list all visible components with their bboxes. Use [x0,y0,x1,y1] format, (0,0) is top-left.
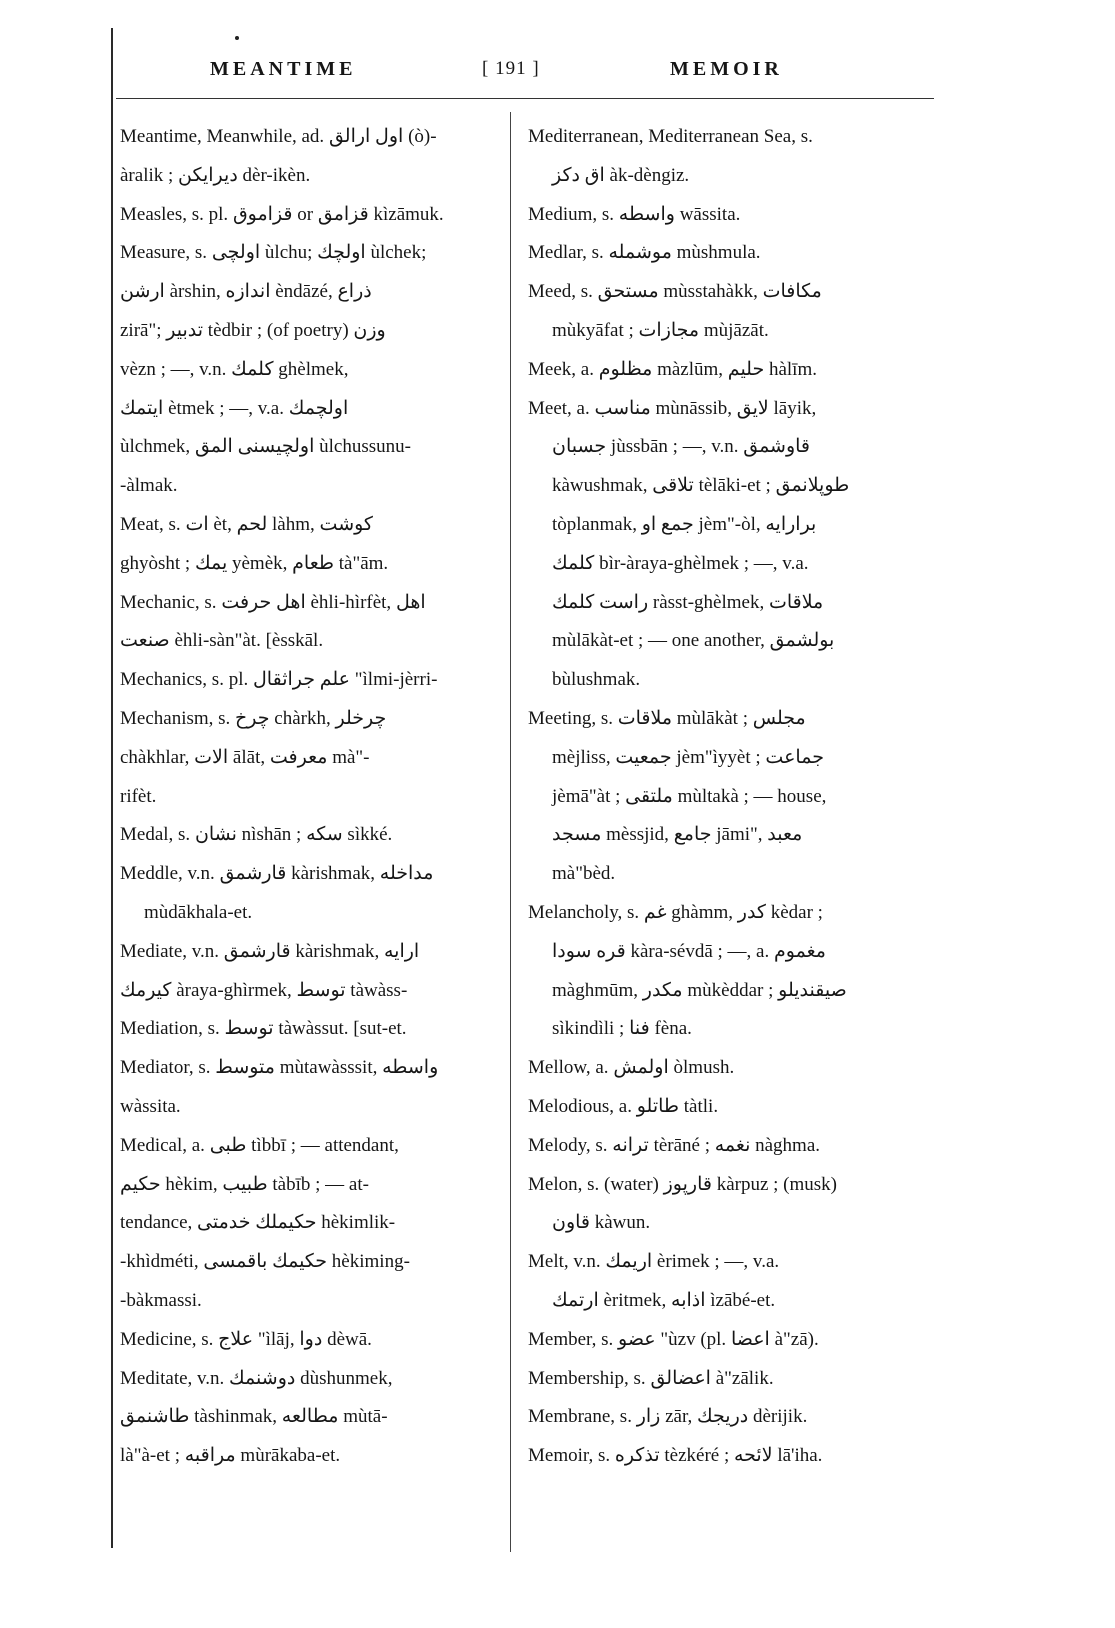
entry-line: là"à-et ; مراقبه mùrākaba-et. [120,1445,341,1467]
entry-line: tòplanmak, جمع او jèm"-òl, برارايه [552,513,817,535]
entry-line: kàwushmak, تلاقى tèlāki-et ; طوپلانمق [552,475,850,497]
entry-line: tendance, حكيملك خدمتى hèkimlik- [120,1212,396,1234]
entry-line: -khìdméti, حكيمك باقمسى hèkiming- [120,1251,410,1273]
entry-line: قره سودا kàra-sévdā ; —, a. مغموم [552,940,826,962]
right-column [528,118,938,1476]
running-header [200,58,820,86]
entry-line: Meeting, s. ملاقات mùlākàt ; مجلس [528,707,806,729]
entry-line: àralik ; ديرايكن dèr-ikèn. [120,164,311,186]
column-divider [510,112,511,1552]
entry-line: Meat, s. ات èt, لحم làhm, كوشت [120,513,373,535]
left-column [120,118,502,1476]
header-last-word: MEMOIR [670,58,783,80]
entry-line: قاون kàwun. [552,1212,651,1234]
entry-line: Melon, s. (water) قارپوز kàrpuz ; (musk) [528,1173,837,1195]
entry-line: màghmūm, مكدر mùkèddar ; صيقنديلو [552,979,847,1001]
entry-line: zirā"; تدبير tèdbir ; (of poetry) وزن [120,319,386,341]
entry-line: Measles, s. pl. قزاموق or قزامق kìzāmuk. [120,203,444,225]
entry-line: طاشنمق tàshinmak, مطالعه mùtā- [120,1406,388,1428]
entry-line: Meed, s. مستحق mùsstahàkk, مكافات [528,281,822,303]
entry-line: Melt, v.n. اريمك èrimek ; —, v.a. [528,1251,780,1273]
entry-line: Melancholy, s. غم ghàmm, كدر kèdar ; [528,901,823,923]
entry-line: mèjliss, جمعيت jèm"ìyyèt ; جماعت [552,746,824,768]
entry-line: Mediator, s. متوسط mùtawàsssit, واسطه [120,1057,439,1079]
entry-line: vèzn ; —, v.n. كلمك ghèlmek, [120,358,349,380]
entry-line: ùlchmek, اولچيسنى المق ùlchussunu- [120,436,411,458]
entry-line: Meddle, v.n. قارشمق kàrishmak, مداخله [120,863,434,885]
entry-line: حكيم hèkim, طبيب tàbīb ; — at- [120,1173,369,1195]
entry-line: Medical, a. طبى tìbbī ; — attendant, [120,1134,399,1156]
entry-line: mà"bèd. [552,863,616,885]
entry-line: اق دكز àk-dèngiz. [552,164,690,186]
entry-line: كلمك bìr-àraya-ghèlmek ; —, v.a. [552,552,809,574]
entry-line: راست كلمك ràsst-ghèlmek, ملاقات [552,591,824,613]
entry-line: Medicine, s. علاج "ìlāj, دوا dèwā. [120,1328,372,1350]
header-first-word: MEANTIME [210,58,357,80]
entry-line: Meditate, v.n. دوشنمك dùshunmek, [120,1367,393,1389]
entry-line: Mediation, s. توسط tàwàssut. [sut-et. [120,1018,407,1040]
entry-line: ghyòsht ; يمك yèmèk, طعام tà"ām. [120,552,389,574]
entry-line: jèmā"àt ; ملتقى mùltakà ; — house, [552,785,827,807]
entry-line: Medlar, s. موشمله mùshmula. [528,242,761,264]
entry-line: mùdākhala-et. [144,901,253,923]
entry-line: Mediate, v.n. قارشمق kàrishmak, ارايه [120,940,420,962]
entry-line: Membership, s. اعضالق à"zālik. [528,1367,774,1389]
entry-line: Mechanic, s. اهل حرفت èhli-hìrfèt, اهل [120,591,426,613]
page-number: [ 191 ] [482,58,540,79]
entry-line: Melody, s. ترانه tèrāné ; نغمه nàghma. [528,1134,821,1156]
entry-line: Medal, s. نشان nìshān ; سكه sìkké. [120,824,393,846]
entry-line: ارشن àrshin, اندازه èndāzé, ذراع [120,281,372,303]
entry-line: mùkyāfat ; مجازات mùjāzāt. [552,319,769,341]
header-rule [116,98,934,99]
entry-line: rifèt. [120,785,157,807]
entry-line: Meantime, Meanwhile, ad. اول ارالق (ò)- [120,126,437,147]
entry-line: Mechanics, s. pl. علم جراثقال "ìlmi-jèrri- [120,669,438,691]
entry-line: Memoir, s. تذكره tèzkéré ; لائحه lā'iha. [528,1445,823,1467]
entry-line: -àlmak. [120,475,178,497]
entry-line: ايتمك ètmek ; —, v.a. اولچمك [120,397,349,419]
entry-line: Measure, s. اولچى ùlchu; اولچك ùlchek; [120,242,427,264]
entry-line: sìkindìli ; فنا fèna. [552,1018,692,1040]
entry-line: كيرمك àraya-ghìrmek, توسط tàwàss- [120,979,408,1001]
entry-line: Mellow, a. اولمش òlmush. [528,1057,735,1079]
entry-line: جسبان jùssbān ; —, v.n. قاوشمق [552,436,811,458]
entry-line: chàkhlar, الات ālāt, معرفت mà"- [120,746,370,768]
entry-line: مسجد mèssjid, جامع jāmi", معبد [552,824,803,846]
entry-line: Mechanism, s. چرخ chàrkh, چرخلر [120,707,387,729]
entry-line: bùlushmak. [552,669,641,691]
entry-line: Mediterranean, Mediterranean Sea, s. [528,126,813,147]
entry-line: صنعت èhli-sàn"àt. [èsskāl. [120,630,324,652]
entry-line: Melodious, a. طاتلو tàtli. [528,1095,719,1117]
entry-line: Medium, s. واسطه wāssita. [528,203,741,225]
entry-line: ارتمك èritmek, اذابه ìzābé-et. [552,1289,776,1311]
printer-dot [235,36,239,40]
entry-line: Meek, a. مظلوم màzlūm, حليم hàlīm. [528,358,817,380]
page-spine-edge [111,28,113,1548]
entry-line: mùlākàt-et ; — one another, بولشمق [552,630,835,652]
entry-line: wàssita. [120,1095,181,1117]
entry-line: Meet, a. مناسب mùnāssib, لايق lāyik, [528,397,817,419]
entry-line: Membrane, s. زار zār, دريجك dèrijik. [528,1406,808,1428]
entry-line: -bàkmassi. [120,1289,202,1311]
entry-line: Member, s. عضو "ùzv (pl. اعضا à"zā). [528,1328,819,1350]
